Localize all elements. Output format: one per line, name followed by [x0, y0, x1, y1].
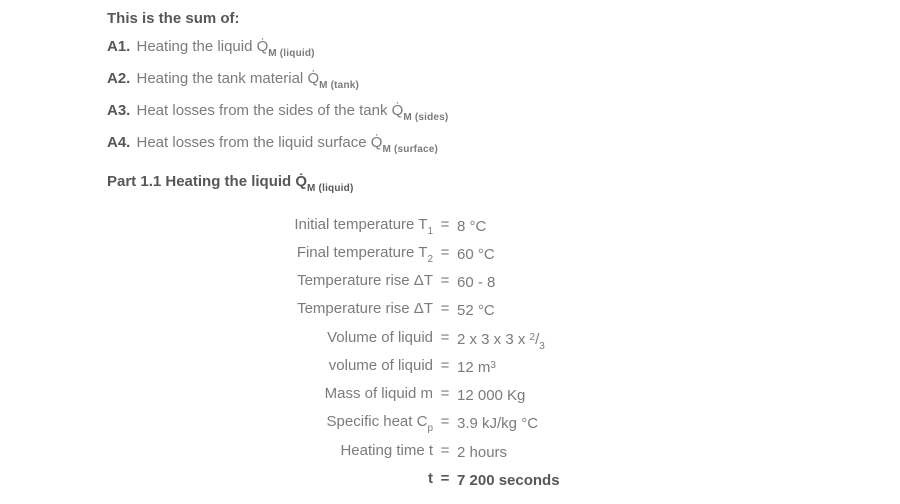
item-prefix: A1.	[107, 38, 131, 55]
equals-sign: =	[440, 442, 450, 459]
item-prefix: A2.	[107, 70, 131, 87]
equals-sign: =	[440, 272, 450, 289]
label-subscript: 1	[427, 226, 433, 237]
value-text: 2 x 3 x 3 x	[457, 331, 530, 348]
equation-value	[457, 328, 545, 356]
equation-label	[107, 271, 433, 299]
value-subscript: 3	[539, 341, 545, 352]
label-text: t	[428, 470, 433, 487]
equation-row-volume-of-liquid	[107, 328, 545, 356]
item-text: Heat losses from the liquid surface	[132, 134, 371, 151]
q-dot-symbol: Q̇	[307, 70, 320, 87]
value-text: 12 m	[457, 359, 491, 376]
label-text: Temperature rise ΔT	[297, 272, 433, 289]
q-subscript: M (liquid)	[268, 48, 315, 59]
sum-item-a1	[107, 37, 315, 63]
item-text: Heating the tank material	[132, 70, 308, 87]
item-prefix: A3.	[107, 102, 131, 119]
equals-sign: =	[440, 470, 450, 487]
q-subscript: M (sides)	[403, 112, 449, 123]
value-superscript: 2	[529, 332, 536, 343]
value-text: 3.9 kJ/kg °C	[457, 415, 539, 432]
value-text: 8 °C	[457, 218, 487, 235]
equals-sign: =	[440, 357, 450, 374]
q-dot-symbol: Q̇	[370, 134, 383, 151]
item-text: Heating the liquid	[132, 38, 257, 55]
value-text: 12 000 Kg	[457, 387, 526, 404]
equation-row-temperature-rise	[107, 271, 495, 299]
label-text: Heating time t	[340, 442, 433, 459]
equation-value	[457, 271, 495, 299]
equation-row-initial-temperature	[107, 215, 486, 243]
value-fraction-slash: /	[535, 331, 540, 348]
item-prefix: A4.	[107, 134, 131, 151]
q-dot-symbol: Q̇	[391, 102, 404, 119]
equation-value	[457, 469, 560, 497]
label-text: Temperature rise ΔT	[297, 300, 433, 317]
equation-label	[107, 328, 433, 356]
value-text: 52 °C	[457, 302, 495, 319]
equation-label	[107, 441, 433, 469]
equation-value	[457, 215, 486, 243]
equation-row-temperature-rise-result	[107, 299, 495, 327]
label-text: Mass of liquid m	[324, 385, 433, 402]
equals-sign: =	[440, 385, 450, 402]
label-text: Initial temperature T	[294, 216, 428, 233]
q-dot-symbol: Q̇	[256, 38, 269, 55]
equals-sign: =	[440, 329, 450, 346]
equals-sign: =	[440, 244, 450, 261]
q-dot-symbol: Q̇	[295, 173, 308, 190]
q-subscript: M (tank)	[319, 80, 360, 91]
sum-item-a4	[107, 133, 438, 159]
label-text: Final temperature T	[296, 244, 428, 261]
equation-label	[107, 215, 433, 243]
equation-row-heating-time	[107, 441, 507, 469]
equation-row-time-seconds	[107, 469, 560, 497]
equation-row-specific-heat	[107, 412, 538, 440]
value-text: 2 hours	[457, 444, 508, 461]
part-heading	[107, 172, 353, 198]
label-subscript: p	[427, 423, 433, 434]
equation-label	[107, 412, 433, 440]
equation-value	[457, 412, 538, 440]
equation-value	[457, 243, 495, 271]
equation-label	[107, 469, 433, 497]
sum-item-a2	[107, 69, 359, 95]
equals-sign: =	[440, 413, 450, 430]
equation-label	[107, 299, 433, 327]
value-text: 60 - 8	[457, 274, 496, 291]
equation-value	[457, 384, 525, 412]
part-heading-text: Part 1.1 Heating the liquid	[107, 173, 296, 190]
label-subscript: 2	[427, 254, 433, 265]
equation-row-final-temperature	[107, 243, 495, 271]
equation-value	[457, 299, 495, 327]
sum-heading: This is the sum of:	[107, 10, 240, 27]
sum-item-a3	[107, 101, 448, 127]
equation-label	[107, 384, 433, 412]
value-text: 60 °C	[457, 246, 495, 263]
label-text: volume of liquid	[328, 357, 433, 374]
value-superscript: 3	[490, 360, 496, 371]
equation-value	[457, 356, 496, 384]
item-text: Heat losses from the sides of the tank	[132, 102, 392, 119]
label-text: Specific heat C	[326, 413, 428, 430]
equation-value	[457, 441, 507, 469]
q-subscript: M (surface)	[382, 144, 439, 155]
q-subscript: M (liquid)	[307, 183, 354, 194]
value-text: 7 200 seconds	[457, 472, 560, 489]
equals-sign: =	[440, 300, 450, 317]
equals-sign: =	[440, 216, 450, 233]
equation-label	[107, 356, 433, 384]
equation-label	[107, 243, 433, 271]
equation-row-volume-result	[107, 356, 496, 384]
equation-row-mass-of-liquid	[107, 384, 525, 412]
label-text: Volume of liquid	[327, 329, 433, 346]
